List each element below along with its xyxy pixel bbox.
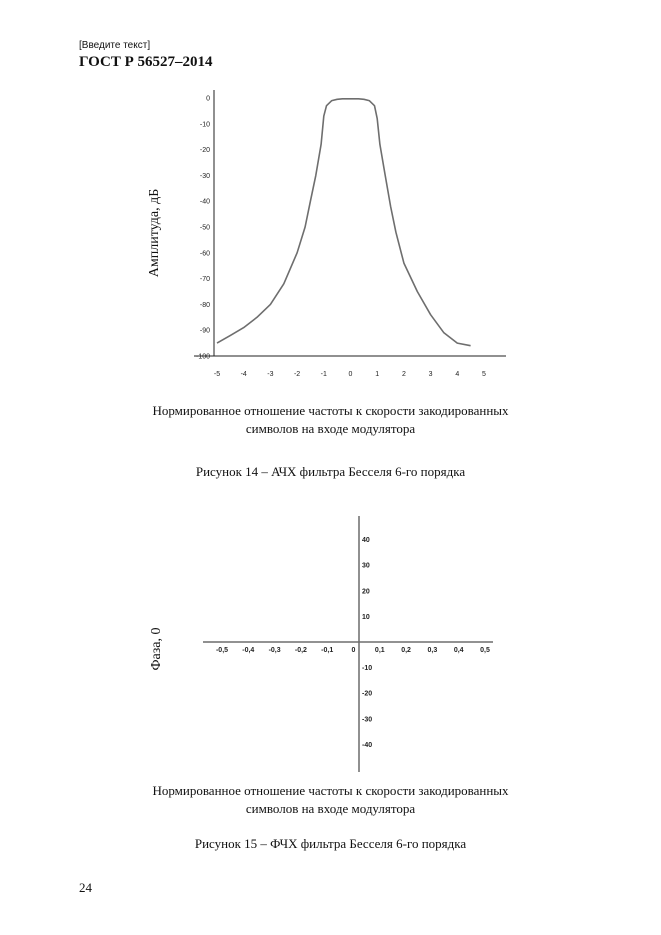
x-tick-label: 0 xyxy=(351,647,356,654)
x-tick-label: 0,3 xyxy=(427,647,438,654)
fig14-caption-line1: Нормированное отношение частоты к скорости закодированных xyxy=(152,403,509,418)
fig15-title: Рисунок 15 – ФЧХ фильтра Бесселя 6-го порядка xyxy=(194,836,467,851)
x-tick-label: 0,2 xyxy=(401,647,411,654)
fig15-caption-line2: символов на входе модулятора xyxy=(245,801,416,816)
x-tick-label: 0,1 xyxy=(374,647,385,654)
x-tick-label: -3 xyxy=(267,371,274,378)
x-tick-label: 3 xyxy=(428,371,433,378)
y-tick-label: -90 xyxy=(199,327,210,335)
y-tick-label: -20 xyxy=(199,147,210,155)
y-tick-label: -30 xyxy=(199,172,210,180)
fig14-title: Рисунок 14 – АЧХ фильтра Бесселя 6-го порядка xyxy=(195,464,466,479)
fig14-caption xyxy=(0,402,661,438)
x-tick-label: -0,3 xyxy=(268,647,281,654)
x-tick-label: -0,2 xyxy=(294,647,307,654)
y-tick-label: -40 xyxy=(362,741,373,749)
y-tick-label: 40 xyxy=(362,537,370,545)
x-tick-label: -0,1 xyxy=(321,647,334,654)
x-tick-label: -5 xyxy=(213,371,221,378)
amplitude-chart xyxy=(190,80,520,385)
y-tick-label: -10 xyxy=(199,121,210,129)
y-tick-label: -70 xyxy=(199,276,210,284)
x-tick-label: 4 xyxy=(455,371,460,378)
y-tick-label: 20 xyxy=(362,588,370,596)
fig15-caption xyxy=(0,782,661,818)
y-tick-label: -40 xyxy=(199,198,210,206)
phase-chart xyxy=(195,510,500,775)
x-tick-label: -0,5 xyxy=(215,647,229,654)
x-tick-label: 0 xyxy=(348,371,353,378)
x-tick-label: -4 xyxy=(240,371,247,378)
standard-title: ГОСТ Р 56527–2014 xyxy=(79,54,213,70)
x-tick-label: -2 xyxy=(293,371,301,378)
y-tick-label: -30 xyxy=(362,716,373,724)
y-tick-label: -50 xyxy=(199,224,210,232)
page-number: 24 xyxy=(79,880,92,895)
fig14-caption-line2: символов на входе модулятора xyxy=(245,421,416,436)
fig15-ylabel: Фаза, 0 xyxy=(149,627,164,671)
y-tick-label: 10 xyxy=(362,613,370,621)
fig14-ylabel: Амплитуда, дБ xyxy=(147,188,162,278)
fig15-caption-line1: Нормированное отношение частоты к скорости закодированных xyxy=(152,783,509,798)
y-tick-label: -20 xyxy=(362,690,373,698)
x-tick-label: 5 xyxy=(482,371,486,378)
x-tick-label: -1 xyxy=(320,371,327,378)
x-tick-label: -0,4 xyxy=(242,647,255,654)
x-tick-label: 1 xyxy=(375,371,380,378)
amplitude-curve xyxy=(217,99,471,346)
y-tick-label: 0 xyxy=(206,95,210,103)
y-tick-label: -100 xyxy=(195,353,210,361)
y-tick-label: -10 xyxy=(362,665,373,673)
y-tick-label: -60 xyxy=(199,250,210,258)
y-tick-label: -80 xyxy=(199,301,210,309)
header-placeholder: [Введите текст] xyxy=(79,40,151,51)
y-tick-label: 30 xyxy=(362,562,370,570)
x-tick-label: 2 xyxy=(401,371,406,378)
x-tick-label: 0,4 xyxy=(453,647,464,654)
x-tick-label: 0,5 xyxy=(480,647,490,654)
